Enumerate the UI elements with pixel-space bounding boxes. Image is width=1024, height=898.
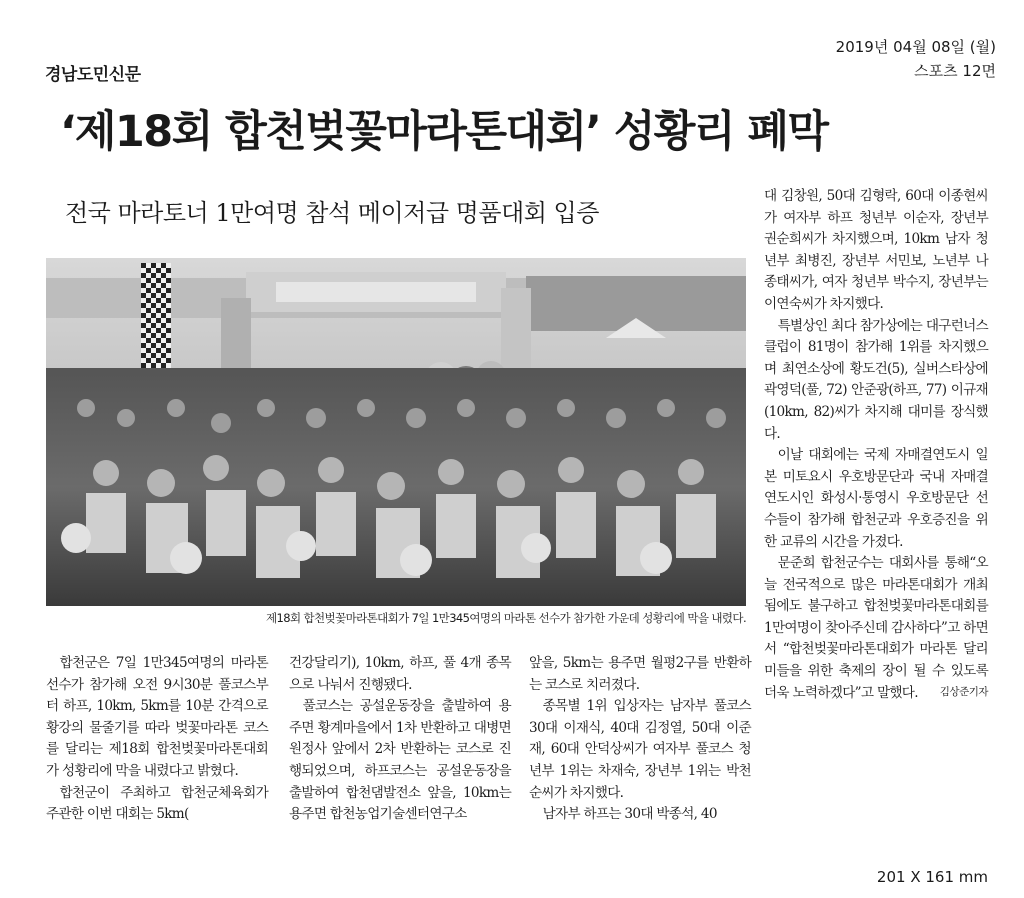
paragraph: 앞을, 5km는 용주면 월평2구를 반환하는 코스로 치러졌다. (529, 655, 751, 693)
marathon-crowd-image (46, 258, 746, 606)
publication-date: 2019년 04월 08일 (월) (835, 38, 996, 56)
section-page: 스포츠 12면 (914, 62, 996, 80)
headline: ‘제18회 합천벚꽃마라톤대회’ 성황리 폐막 (60, 107, 828, 157)
paragraph: 대 김창원, 50대 김형락, 60대 이종현씨가 여자부 하프 청년부 이순자, 장년부 권순희씨가 차지했으며, 10km 남자 청년부 최병진, 장년부 서민보, 노년부 나종태씨가, 여자 청년부 박수지, 장년부는 이연숙씨가 차지했다. (764, 188, 988, 312)
paragraph: 건강달리기), 10km, 하프, 풀 4개 종목으로 나눠서 진행됐다. (289, 655, 511, 693)
paragraph: 합천군이 주최하고 합천군체육회가 주관한 이번 대회는 5km( (46, 784, 268, 823)
paragraph: 종목별 1위 입상자는 남자부 풀코스 30대 이재식, 40대 김정열, 50대 이준재, 60대 안덕상씨가 여자부 풀코스 청년부 1위는 차재숙, 장년부 1위는 박천순씨가 차지했다. (529, 698, 751, 801)
marathon-photo (46, 258, 746, 606)
article-column-2 (289, 653, 511, 826)
paragraph: 이날 대회에는 국제 자매결연도시 일본 미토요시 우호방문단과 국내 자매결연도시인 화성시·통영시 우호방문단 선수들이 참가해 합천군과 우호증진을 위한 교류의 시간을 가졌다. (764, 447, 988, 550)
byline: 김상준기자 (939, 685, 988, 698)
newspaper-name: 경남도민신문 (45, 65, 141, 85)
paragraph: 남자부 하프는 30대 박종석, 40 (542, 806, 717, 823)
article-column-3 (529, 653, 751, 826)
article-column-4 (764, 186, 988, 704)
paragraph: 문준희 합천군수는 대회사를 통해“오늘 전국적으로 많은 마라톤대회가 개최됨에도 불구하고 합천벚꽃마라톤대회를 1만여명이 찾아주신데 감사하다”고 하면서 “합천벚꽃마라톤대회가 마라톤 달리미들을 위한 축제의 장이 될 수 있도록 더욱 노력하겠다”고 말했다. (764, 555, 988, 701)
paragraph: 풀코스는 공설운동장을 출발하여 용주면 황계마을에서 1차 반환하고 대병면 원정사 앞에서 2차 반환하는 코스로 진행되었으며, 하프코스는 공설운동장을 출발하여 합천댐발전소 앞을, 10km는 용주면 합천농업기술센터연구소 (289, 698, 511, 823)
photo-caption: 제18회 합천벚꽃마라톤대회가 7일 1만345여명의 마라톤 선수가 참가한 가운데 성황리에 막을 내렸다. (266, 611, 746, 625)
article-column-1 (46, 653, 268, 826)
paragraph: 특별상인 최다 참가상에는 대구런너스클럽이 81명이 참가해 1위를 차지했으며 최연소상에 황도건(5), 실버스타상에 곽영덕(풀, 72) 안준광(하프, 77) 이규재(10km, 82)씨가 차지해 대미를 장식했다. (764, 317, 988, 442)
subheadline: 전국 마라토너 1만여명 참석 메이저급 명품대회 입증 (65, 199, 599, 227)
clipping-size: 201 X 161 mm (876, 868, 988, 886)
paragraph: 합천군은 7일 1만345여명의 마라톤 선수가 참가해 오전 9시30분 풀코스부터 하프, 10km, 5km를 10분 간격으로 황강의 물줄기를 따라 벚꽃마라톤 코스를 달리는 제18회 합천벚꽃마라톤대회가 성황리에 막을 내렸다고 밝혔다. (46, 655, 268, 779)
